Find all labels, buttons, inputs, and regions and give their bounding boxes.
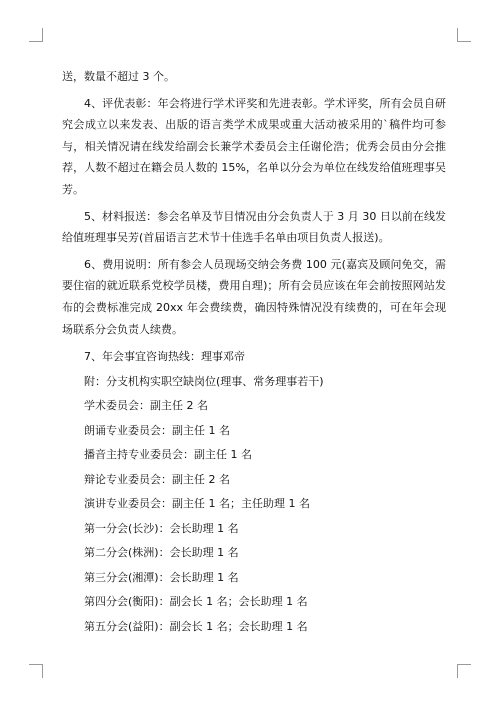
vacancy-line: 第一分会(长沙)：会长助理 1 名: [84, 521, 239, 535]
paragraph-awards: 4、评优表彰：年会将进行学术评奖和先进表彰。学术评奖，所有会员自研究会成立以来发表、出版的语言类学术成果或重大活动被采用的`稿件均可参与，相关情况请在线发给副会长兼学术委员会主任谢伦浩；优秀会员由分会推荐，人数不超过在籍会员人数的 15%，名单以分会为单位在线发给值班理事吴芳。: [62, 96, 446, 196]
hotline-line: 7、年会事宜咨询热线：理事邓帝: [84, 350, 245, 364]
crop-mark-bottom-left: [29, 664, 43, 678]
vacancy-line: 第三分会(湘潭)：会长助理 1 名: [84, 570, 239, 584]
vacancy-line: 辩论专业委员会：副主任 2 名: [84, 472, 230, 486]
vacancy-line: 第五分会(益阳)：副会长 1 名；会长助理 1 名: [84, 619, 308, 633]
paragraph-fees: 6、费用说明：所有参会人员现场交纳会务费 100 元(嘉宾及顾问免交，需要住宿的就近联系党校学员楼，费用自理)；所有会员应该在年会前按照网站发布的会费标准完成 20xx 年会费续费，确因特殊情况没有续费的，可在年会现场联系分会负责人续费。: [62, 257, 446, 336]
appendix-heading: 附：分支机构实职空缺岗位(理事、常务理事若干): [84, 374, 324, 388]
vacancy-line: 学术委员会：副主任 2 名: [84, 399, 208, 413]
paragraph-continuation: 送，数量不超过 3 个。: [62, 70, 175, 83]
vacancy-line: 第四分会(衡阳)：副会长 1 名；会长助理 1 名: [84, 595, 308, 609]
crop-mark-top-left: [29, 28, 43, 42]
vacancy-line: 朗诵专业委员会：副主任 1 名: [84, 423, 230, 437]
vacancy-line: 演讲专业委员会：副主任 1 名；主任助理 1 名: [84, 497, 310, 511]
vacancy-line: 播音主持专业委员会：副主任 1 名: [84, 448, 252, 462]
crop-mark-bottom-right: [457, 664, 471, 678]
crop-mark-top-right: [457, 28, 471, 42]
vacancy-line: 第二分会(株洲)：会长助理 1 名: [84, 546, 239, 560]
paragraph-materials: 5、材料报送：参会名单及节目情况由分会负责人于 3 月 30 日以前在线发给值班理事吴芳(首届语言艺术节十佳选手名单由项目负责人报送)。: [62, 209, 446, 245]
document-body: [62, 66, 446, 639]
